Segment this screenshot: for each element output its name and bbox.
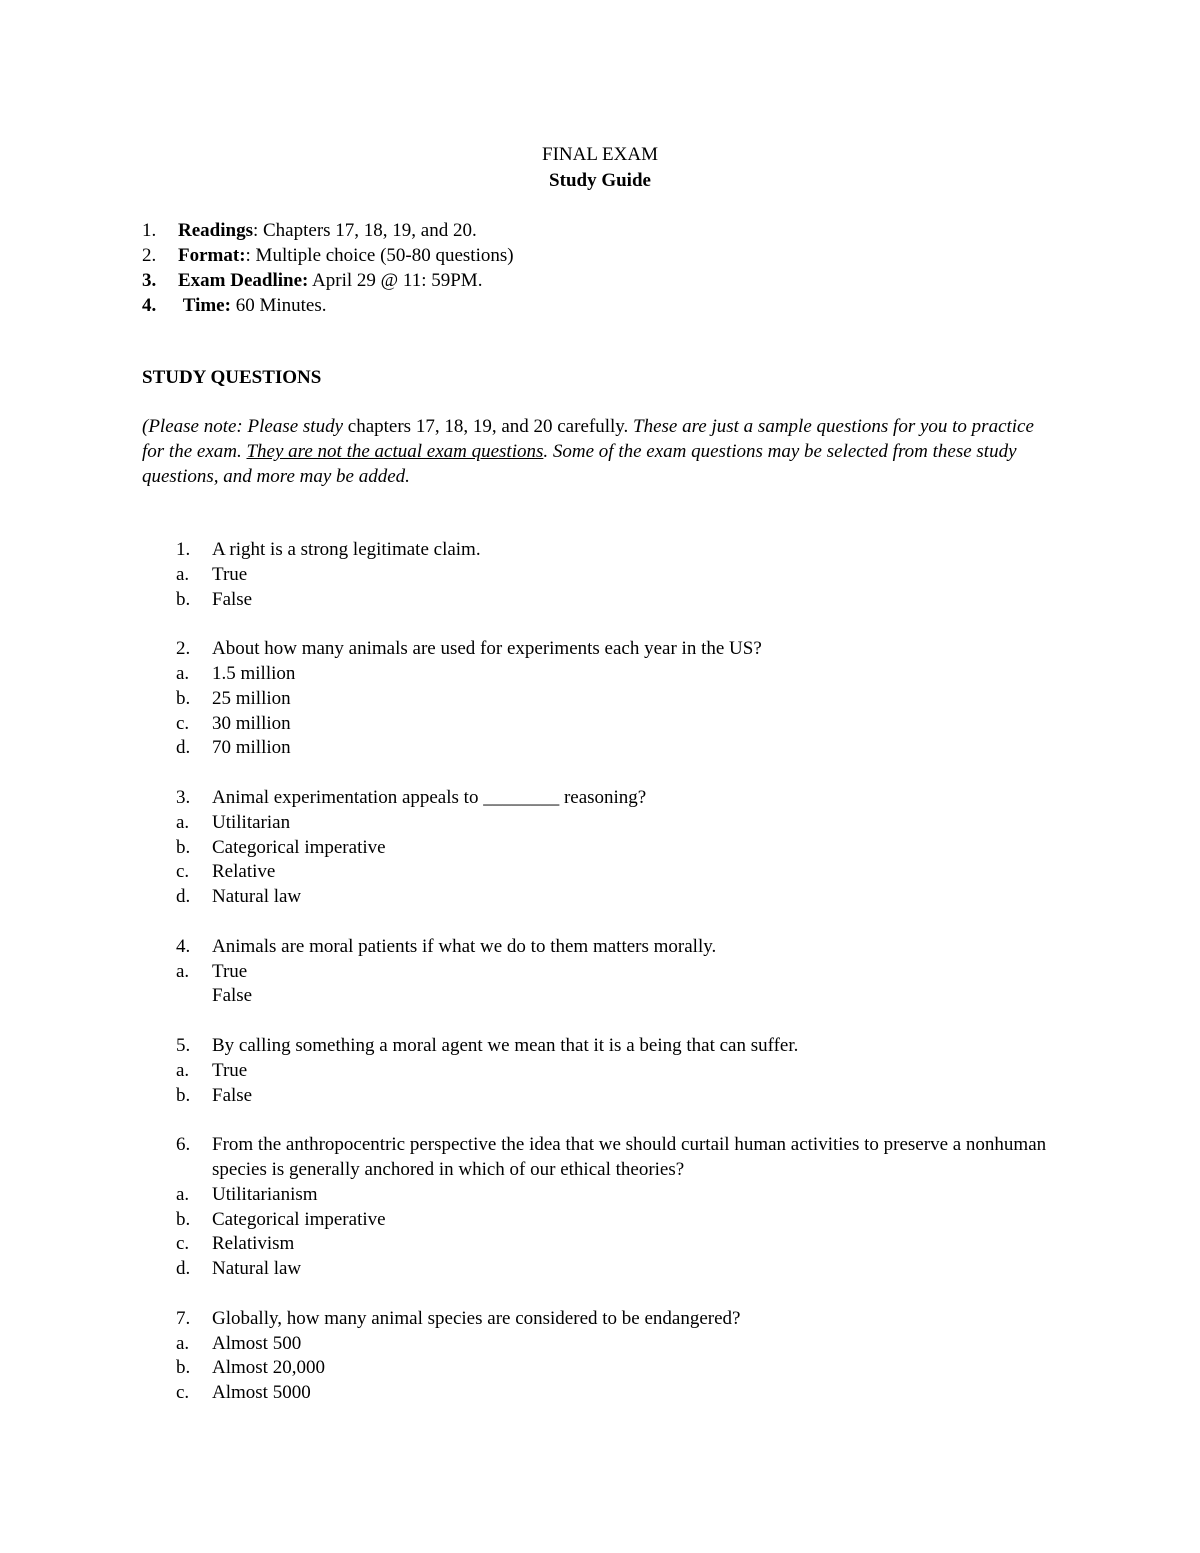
- note-underlined: They are not the actual exam questions: [246, 441, 544, 462]
- question-number: 6.: [176, 1134, 191, 1156]
- info-label: Format:: [178, 245, 246, 266]
- answer-option: [176, 1332, 1056, 1357]
- option-text: 30 million: [212, 712, 291, 734]
- option-text: True: [212, 1059, 248, 1081]
- question-item: [176, 1307, 1056, 1406]
- question-number: 1.: [176, 539, 191, 560]
- option-text: Almost 5000: [212, 1382, 311, 1404]
- option-text: Utilitarianism: [212, 1183, 318, 1205]
- option-text: Categorical imperative: [212, 1208, 386, 1230]
- option-text: Almost 500: [212, 1332, 302, 1354]
- title-block: [0, 142, 1200, 194]
- option-text: 70 million: [212, 737, 291, 759]
- info-item-format: [142, 243, 514, 268]
- answer-option: [176, 1381, 1056, 1406]
- option-label: a.: [176, 1183, 190, 1205]
- option-text: Relative: [212, 861, 276, 883]
- option-label: b.: [176, 1208, 191, 1230]
- question-number: 7.: [176, 1307, 191, 1329]
- info-item-time: [142, 293, 514, 318]
- answer-option: [176, 1257, 1056, 1282]
- question-item: [176, 786, 1056, 910]
- option-label: d.: [176, 737, 191, 759]
- option-text: False: [212, 588, 253, 610]
- info-item-deadline: [142, 268, 514, 293]
- answer-option: [176, 984, 1056, 1009]
- option-label: c.: [176, 861, 190, 883]
- question-text: Animal experimentation appeals to ________ reasoning?: [212, 786, 647, 808]
- info-number: 1.: [142, 220, 157, 241]
- question-list: [176, 538, 1056, 1431]
- exam-subtitle: Study Guide: [549, 170, 651, 191]
- option-text: False: [212, 985, 253, 1007]
- option-text: Relativism: [212, 1233, 295, 1255]
- option-text: Natural law: [212, 1258, 302, 1280]
- question-text: From the anthropocentric perspective the idea that we should curtail human activities to preserve a nonhuman species is generally anchored in which of our ethical theories?: [212, 1134, 1047, 1180]
- answer-option: [176, 811, 1056, 836]
- option-text: Almost 20,000: [212, 1357, 325, 1379]
- answer-option: [176, 1084, 1056, 1109]
- question-text: Animals are moral patients if what we do to them matters morally.: [212, 935, 717, 957]
- exam-title: FINAL EXAM: [542, 144, 658, 165]
- question-number: 2.: [176, 638, 191, 660]
- note-part: (Please note: Please study: [142, 416, 344, 437]
- info-item-readings: [142, 218, 514, 243]
- answer-option: [176, 1059, 1056, 1084]
- option-label: a.: [176, 1332, 190, 1354]
- option-label: b.: [176, 1357, 191, 1379]
- option-text: 25 million: [212, 687, 291, 709]
- note-part: chapters 17, 18, 19, and 20 carefully.: [343, 416, 634, 437]
- question-text: A right is a strong legitimate claim.: [212, 539, 481, 560]
- option-label: a.: [176, 811, 190, 833]
- question-number: 5.: [176, 1034, 191, 1056]
- option-label: c.: [176, 712, 190, 734]
- info-label: Time:: [182, 295, 231, 316]
- question-text: About how many animals are used for experiments each year in the US?: [212, 638, 762, 660]
- option-text: False: [212, 1084, 253, 1106]
- info-number: 2.: [142, 245, 157, 266]
- answer-option: [176, 860, 1056, 885]
- info-label: Readings: [178, 220, 253, 241]
- option-label: a.: [176, 563, 190, 585]
- option-label: b.: [176, 836, 191, 858]
- info-text: 60 Minutes.: [230, 295, 327, 316]
- answer-option: [176, 736, 1056, 761]
- option-label: b.: [176, 1084, 191, 1106]
- answer-option: [176, 836, 1056, 861]
- option-text: Categorical imperative: [212, 836, 386, 858]
- option-text: True: [212, 960, 248, 982]
- option-text: Utilitarian: [212, 811, 291, 833]
- option-text: Natural law: [212, 886, 302, 908]
- answer-option: [176, 1183, 1056, 1208]
- question-item: [176, 637, 1056, 761]
- question-number: 3.: [176, 786, 191, 808]
- option-label: d.: [176, 1258, 191, 1280]
- question-item: [176, 1034, 1056, 1108]
- answer-option: [176, 1232, 1056, 1257]
- option-label: c.: [176, 1382, 190, 1404]
- answer-option: [176, 960, 1056, 985]
- info-text: April 29 @ 11: 59PM.: [308, 270, 483, 291]
- option-text: 1.5 million: [212, 662, 296, 684]
- option-label: d.: [176, 886, 191, 908]
- answer-option: [176, 563, 1056, 588]
- question-number: 4.: [176, 935, 191, 957]
- question-text: Globally, how many animal species are considered to be endangered?: [212, 1307, 741, 1329]
- option-label: a.: [176, 1059, 190, 1081]
- option-label: a.: [176, 960, 190, 982]
- option-label: c.: [176, 1233, 190, 1255]
- answer-option: [176, 687, 1056, 712]
- question-item: [176, 935, 1056, 1009]
- option-label: [176, 984, 212, 1009]
- info-number: 4.: [142, 295, 157, 316]
- answer-option: [176, 1356, 1056, 1381]
- info-number: 3.: [142, 270, 157, 291]
- answer-option: [176, 885, 1056, 910]
- option-label: b.: [176, 687, 191, 709]
- info-text: : Chapters 17, 18, 19, and 20.: [252, 220, 477, 241]
- question-item: [176, 1133, 1056, 1282]
- section-heading: STUDY QUESTIONS: [142, 367, 322, 388]
- answer-option: [176, 588, 1056, 613]
- exam-info-list: [142, 218, 514, 318]
- question-text: By calling something a moral agent we mean that it is a being that can suffer.: [212, 1034, 799, 1056]
- answer-option: [176, 662, 1056, 687]
- option-text: True: [212, 563, 248, 585]
- option-label: a.: [176, 662, 190, 684]
- note-part: . Some of the exam questions may be selected from these study questions, and more may be added.: [142, 441, 1017, 487]
- question-item: [176, 538, 1056, 612]
- answer-option: [176, 1208, 1056, 1233]
- note-part: These are just a sample questions for you to practice for the exam.: [142, 416, 1034, 462]
- answer-option: [176, 712, 1056, 737]
- info-label: Exam Deadline:: [178, 270, 309, 291]
- study-note: [142, 414, 1057, 489]
- option-label: b.: [176, 588, 191, 610]
- info-text: : Multiple choice (50-80 questions): [245, 245, 514, 266]
